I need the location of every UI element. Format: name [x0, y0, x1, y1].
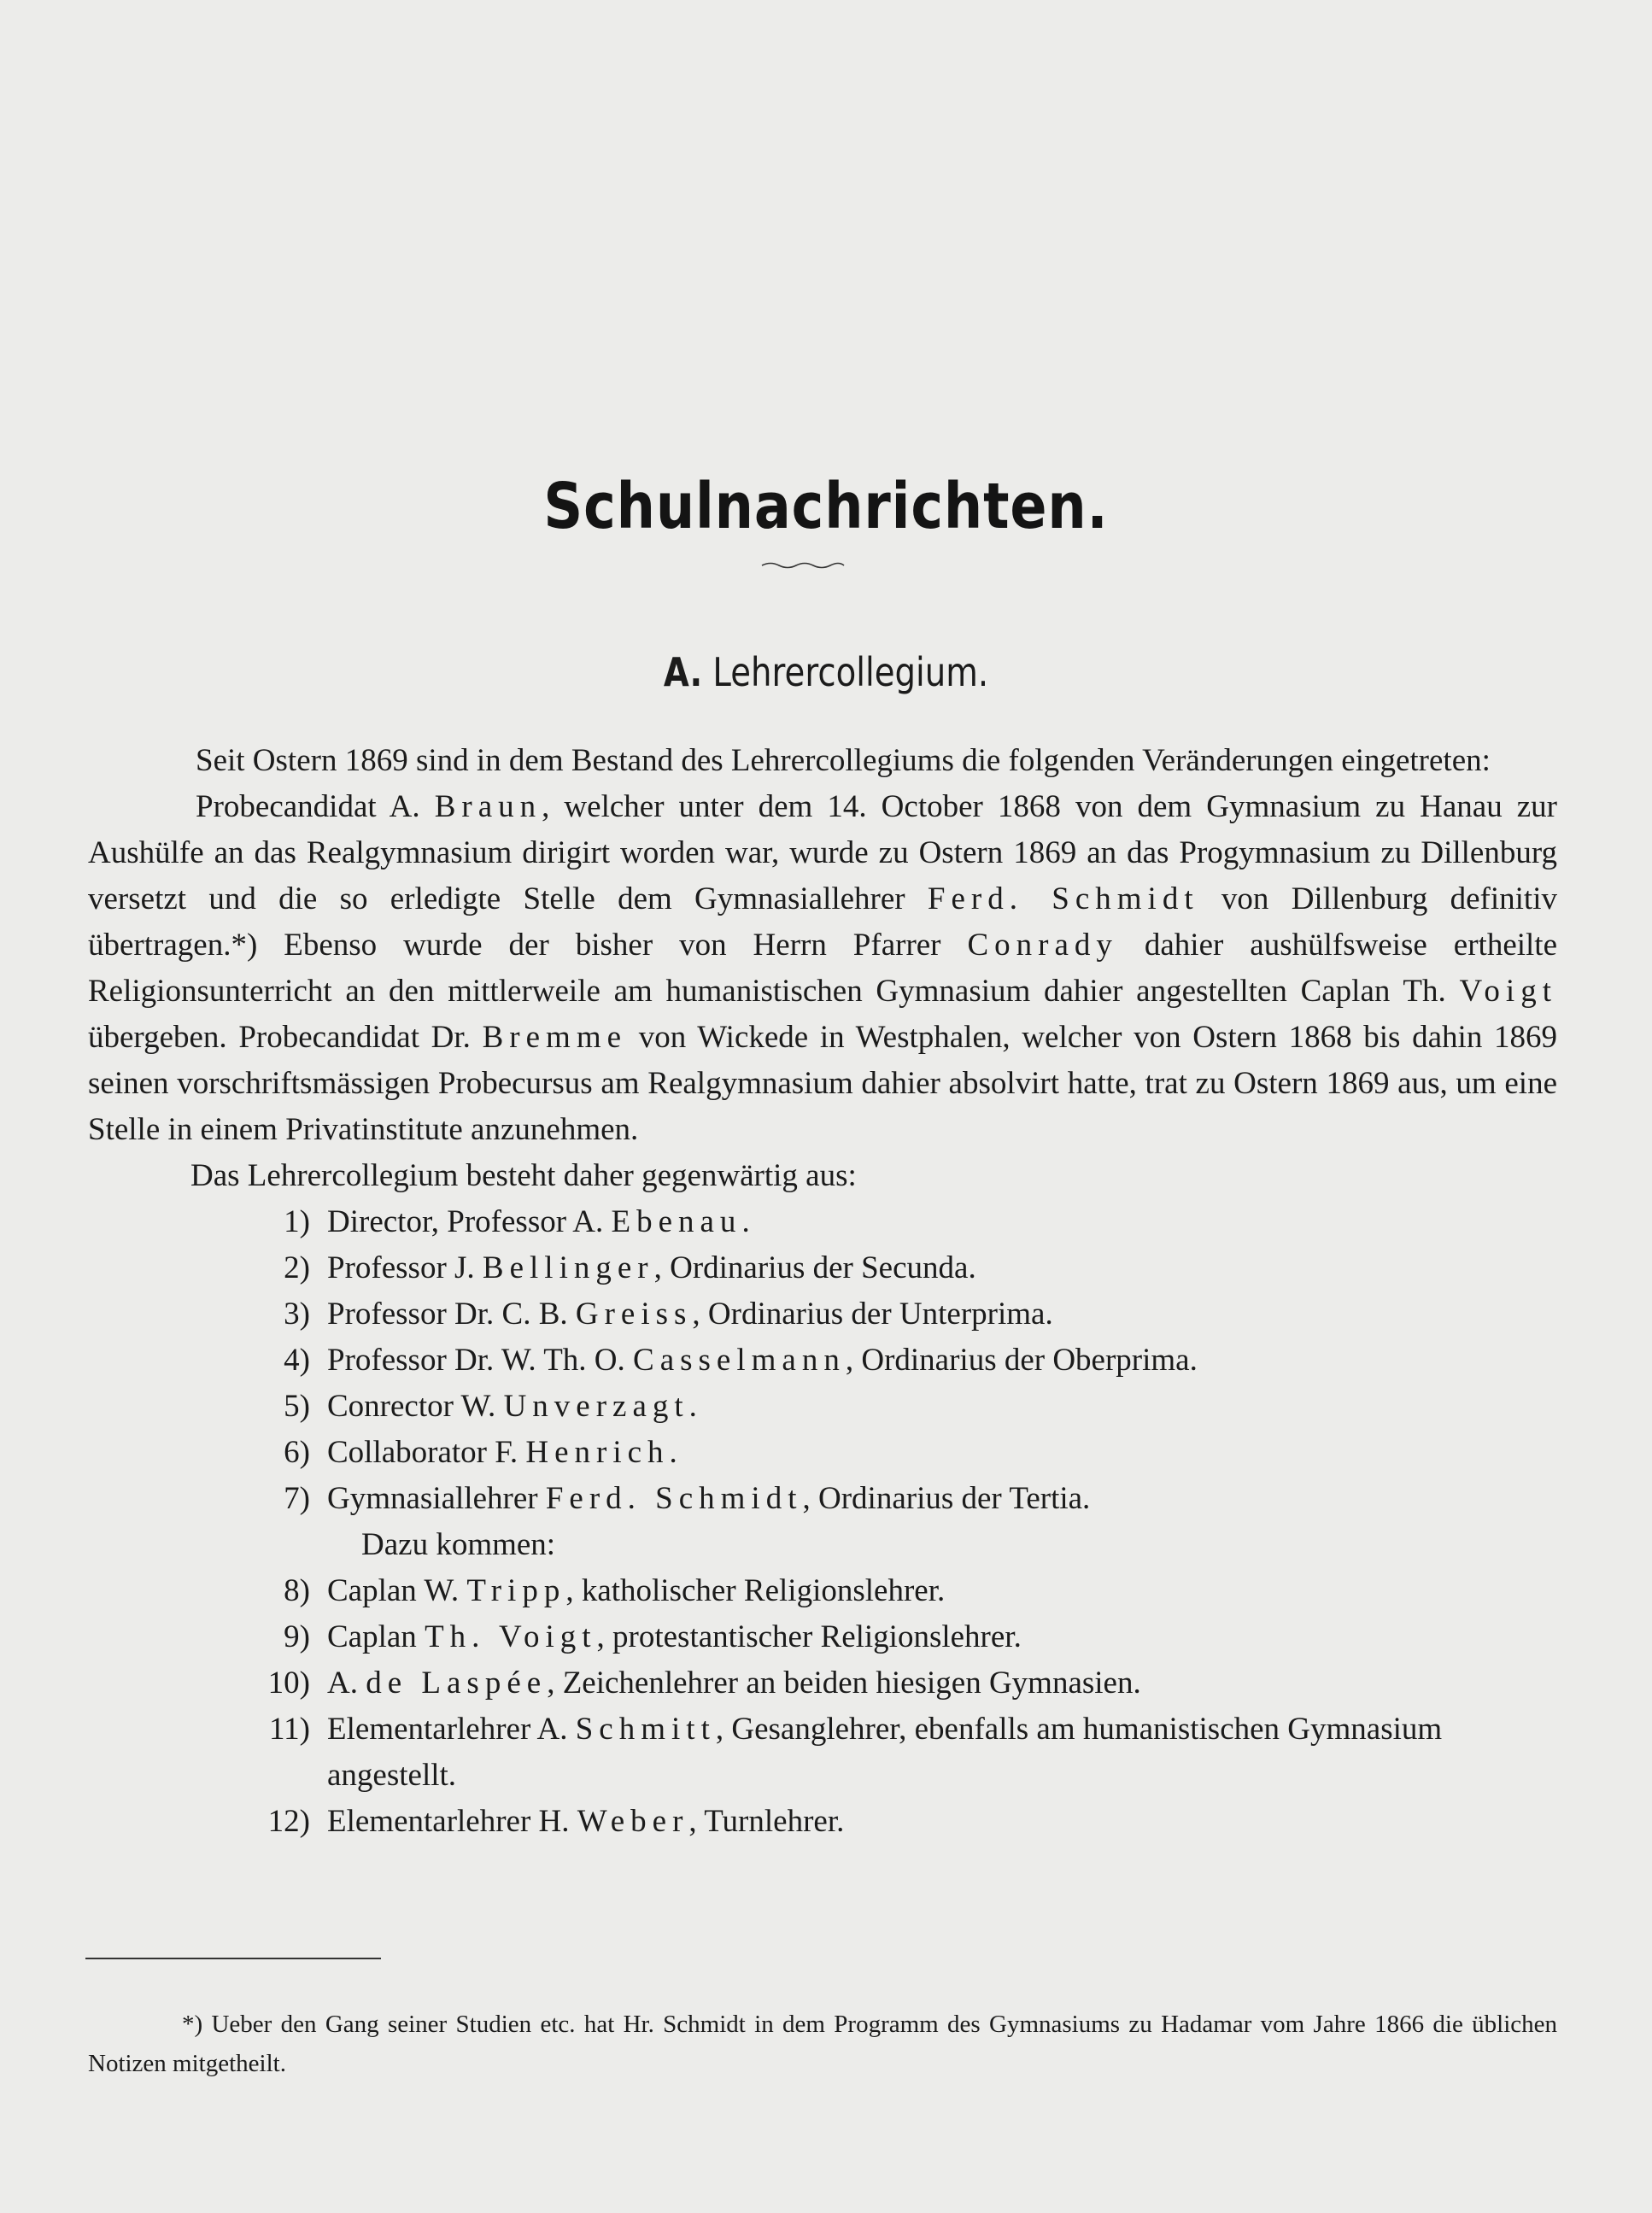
staff-title: Conrector W. — [327, 1389, 504, 1424]
staff-title: Director, Professor A. — [327, 1204, 612, 1239]
section-title: Lehrercollegium. — [712, 649, 989, 695]
list-subheading: Dazu kommen: — [361, 1527, 556, 1562]
paragraph-staff-intro: Das Lehrercollegium besteht daher gegenwärtig aus: — [190, 1158, 857, 1193]
staff-role: , protestantischer Religionslehrer. — [596, 1619, 1022, 1654]
staff-title: Professor J. — [327, 1250, 483, 1285]
person-name: Bremme — [482, 1020, 628, 1055]
staff-name: Th. Voigt — [425, 1619, 597, 1654]
list-number: 12) — [267, 1804, 310, 1839]
list-item — [88, 1199, 1557, 1245]
body-text — [88, 738, 1557, 1845]
staff-title: Professor Dr. W. Th. O. — [327, 1343, 634, 1378]
person-name: Conrady — [967, 928, 1118, 963]
staff-role: . — [741, 1204, 750, 1239]
text-segment: Probecandidat A. — [196, 789, 435, 824]
staff-role: , Ordinarius der Secunda. — [653, 1250, 976, 1285]
list-item — [88, 1614, 1557, 1660]
staff-role: , Turnlehrer. — [688, 1804, 845, 1839]
section-letter: A. — [663, 649, 703, 695]
staff-role: , katholischer Religionslehrer. — [565, 1573, 946, 1608]
text-segment: von Dillenburg definitiv übertragen.*) Ebenso wurde der bisher von Herrn Pfarrer — [88, 881, 1557, 963]
person-name: Ferd. Schmidt — [927, 881, 1199, 916]
list-item — [88, 1338, 1557, 1384]
paragraph-changes-detail — [88, 784, 1557, 1153]
list-number: 11) — [269, 1712, 310, 1747]
page-title: Schulnachrichten. — [543, 469, 1109, 543]
staff-name: Tripp — [466, 1573, 566, 1608]
list-item — [88, 1476, 1557, 1522]
staff-title: Caplan — [327, 1619, 425, 1654]
list-number: 7) — [284, 1481, 310, 1516]
staff-name: de Laspée — [366, 1666, 548, 1701]
person-name: Voigt — [1459, 974, 1557, 1009]
list-number: 8) — [284, 1573, 310, 1608]
staff-title: Caplan W. — [327, 1573, 467, 1608]
text-segment: von Wickede in Westphalen, welcher von Ostern 1868 bis dahin 1869 seinen vorschriftsmässigen Probecursus am Realgymnasium dahier absolvirt hatte, trat zu Ostern 1869 aus, um eine Stelle in einem Privatinstitute anzunehmen. — [88, 1020, 1557, 1147]
person-name: Braun — [434, 789, 542, 824]
staff-title: Elementarlehrer A. — [327, 1712, 576, 1747]
list-item — [88, 1384, 1557, 1430]
list-number: 5) — [284, 1389, 310, 1424]
staff-name: Henrich — [525, 1435, 670, 1470]
list-item — [88, 1245, 1557, 1291]
staff-role: , Gesanglehrer, ebenfalls am humanistischen Gymnasium angestellt. — [327, 1712, 1443, 1793]
list-item — [88, 1430, 1557, 1476]
staff-title: Professor Dr. C. B. — [327, 1297, 576, 1332]
staff-name: Bellinger — [482, 1250, 654, 1285]
list-item — [88, 1660, 1557, 1707]
text-segment: dahier aushülfsweise ertheilte Religionsunterricht an den mittlerweile am humanistischen Gymnasium dahier angestellten Caplan Th. — [88, 928, 1557, 1009]
list-number: 2) — [284, 1250, 310, 1285]
footnote: *) Ueber den Gang seiner Studien etc. hat Hr. Schmidt in dem Programm des Gymnasiums zu Hadamar vom Jahre 1866 die üblichen Notizen mitgetheilt. — [88, 2011, 1557, 2077]
list-number: 10) — [267, 1666, 310, 1701]
list-number: 6) — [284, 1435, 310, 1470]
staff-name: Ferd. Schmidt — [545, 1481, 803, 1516]
staff-title: Gymnasiallehrer — [327, 1481, 546, 1516]
list-item — [88, 1291, 1557, 1338]
section-heading — [132, 649, 1520, 695]
staff-list-extra — [88, 1568, 1557, 1845]
staff-name: Greiss — [575, 1297, 693, 1332]
staff-role: . — [688, 1389, 697, 1424]
list-number: 1) — [284, 1204, 310, 1239]
staff-name: Casselmann — [633, 1343, 846, 1378]
paragraph-changes-intro: Seit Ostern 1869 sind in dem Bestand des Lehrercollegiums die folgenden Veränderungen eingetreten: — [196, 743, 1491, 778]
list-number: 4) — [284, 1343, 310, 1378]
ornament-divider — [760, 559, 846, 571]
text-segment: übergeben. Probecandidat Dr. — [88, 1020, 483, 1055]
staff-name: Weber — [577, 1804, 689, 1839]
staff-role: , Ordinarius der Tertia. — [802, 1481, 1091, 1516]
staff-role: , Ordinarius der Oberprima. — [845, 1343, 1198, 1378]
list-number: 3) — [284, 1297, 310, 1332]
staff-name: Unverzagt — [503, 1389, 689, 1424]
staff-role: . — [669, 1435, 677, 1470]
list-item — [88, 1799, 1557, 1845]
staff-title: A. — [327, 1666, 366, 1701]
staff-role: , Ordinarius der Unterprima. — [692, 1297, 1053, 1332]
staff-title: Elementarlehrer H. — [327, 1804, 577, 1839]
list-item — [88, 1707, 1557, 1799]
staff-role: , Zeichenlehrer an beiden hiesigen Gymnasien. — [547, 1666, 1141, 1701]
staff-name: Schmitt — [575, 1712, 716, 1747]
list-number: 9) — [284, 1619, 310, 1654]
list-item — [88, 1568, 1557, 1614]
staff-list — [88, 1199, 1557, 1522]
footnote-divider — [85, 1958, 381, 1959]
staff-title: Collaborator F. — [327, 1435, 526, 1470]
staff-name: Ebenau — [611, 1204, 742, 1239]
text-segment: , welcher unter dem 14. October 1868 von dem Gymnasium zu Hanau zur Aushülfe an das Realgymnasium dirigirt worden war, wurde zu Ostern 1869 an das Progymnasium zu Dillenburg versetzt und die so erledigte Stelle dem Gymnasiallehrer — [88, 789, 1558, 916]
